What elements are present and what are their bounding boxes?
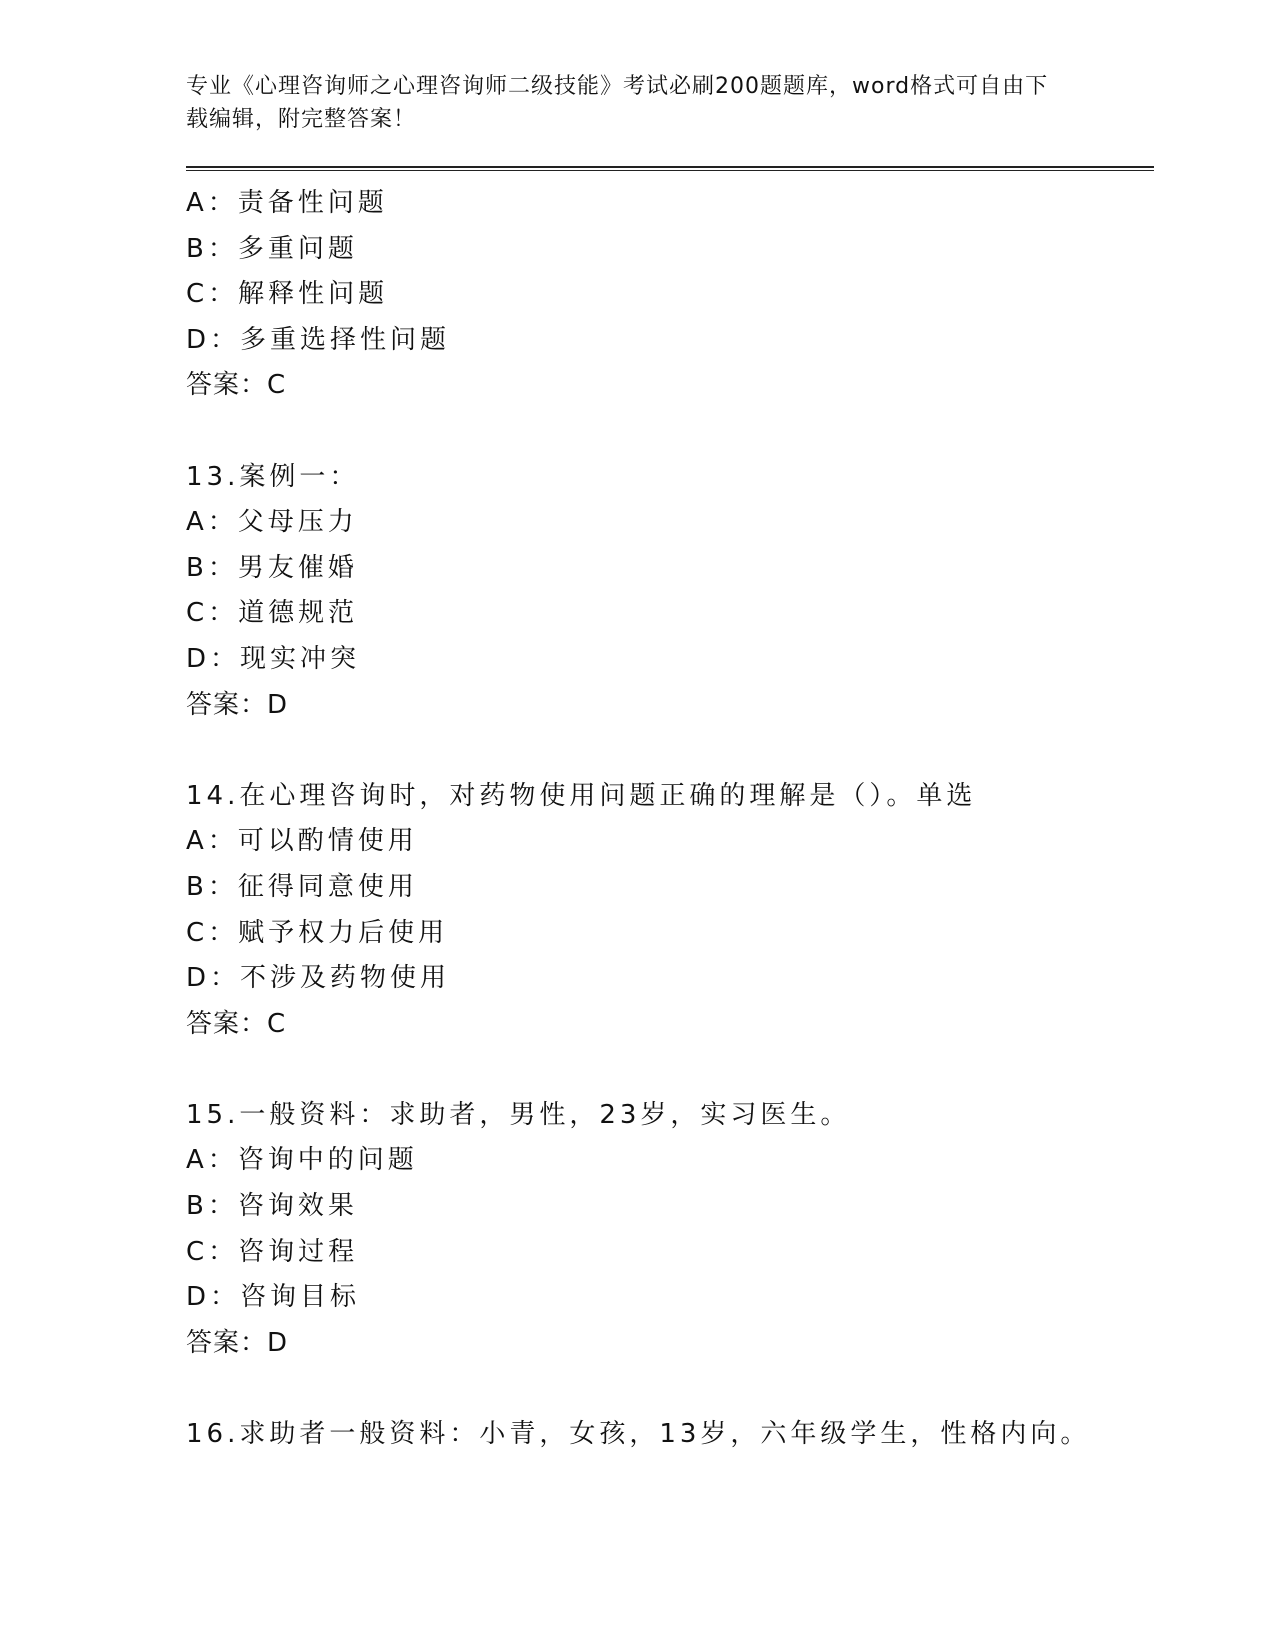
option-b: B：征得同意使用 bbox=[186, 871, 418, 902]
option-a: A：责备性问题 bbox=[186, 188, 388, 218]
option-b: B：男友催婚 bbox=[186, 552, 358, 583]
question-block bbox=[186, 1093, 1146, 1367]
question-text: 14.在心理咨询时，对药物使用问题正确的理解是（）。单选 bbox=[186, 780, 977, 811]
header-divider bbox=[186, 166, 1154, 171]
document-header: 专业《心理咨询师之心理咨询师二级技能》考试必刷200题题库，word格式可自由下载编辑，附完整答案！ bbox=[186, 74, 1049, 132]
option-a: A：咨询中的问题 bbox=[186, 1145, 418, 1176]
question-block bbox=[186, 181, 1146, 409]
option-c: C：解释性问题 bbox=[186, 279, 389, 310]
option-a: A：父母压力 bbox=[186, 507, 358, 538]
document-page bbox=[186, 70, 1146, 1458]
answer: 答案：D bbox=[186, 689, 289, 720]
option-c: C：道德规范 bbox=[186, 598, 359, 629]
option-d: D：多重选择性问题 bbox=[186, 324, 451, 355]
option-a: A：可以酌情使用 bbox=[186, 826, 418, 857]
question-block bbox=[186, 1412, 1146, 1458]
answer: 答案：C bbox=[186, 370, 287, 401]
question-block bbox=[186, 774, 1146, 1048]
option-d: D：不涉及药物使用 bbox=[186, 963, 451, 994]
answer: 答案：C bbox=[186, 1008, 287, 1039]
option-c: C：赋予权力后使用 bbox=[186, 917, 449, 948]
option-c: C：咨询过程 bbox=[186, 1236, 359, 1267]
answer: 答案：D bbox=[186, 1327, 289, 1358]
question-text: 13.案例一： bbox=[186, 461, 360, 492]
option-b: B：咨询效果 bbox=[186, 1191, 358, 1222]
option-d: D：现实冲突 bbox=[186, 643, 361, 674]
question-list bbox=[186, 181, 1146, 1458]
option-b: B：多重问题 bbox=[186, 233, 358, 264]
question-block bbox=[186, 455, 1146, 729]
option-d: D：咨询目标 bbox=[186, 1282, 361, 1313]
question-text: 16.求助者一般资料：小青，女孩，13岁，六年级学生，性格内向。 bbox=[186, 1419, 1091, 1450]
question-text: 15.一般资料：求助者，男性，23岁，实习医生。 bbox=[186, 1099, 851, 1130]
